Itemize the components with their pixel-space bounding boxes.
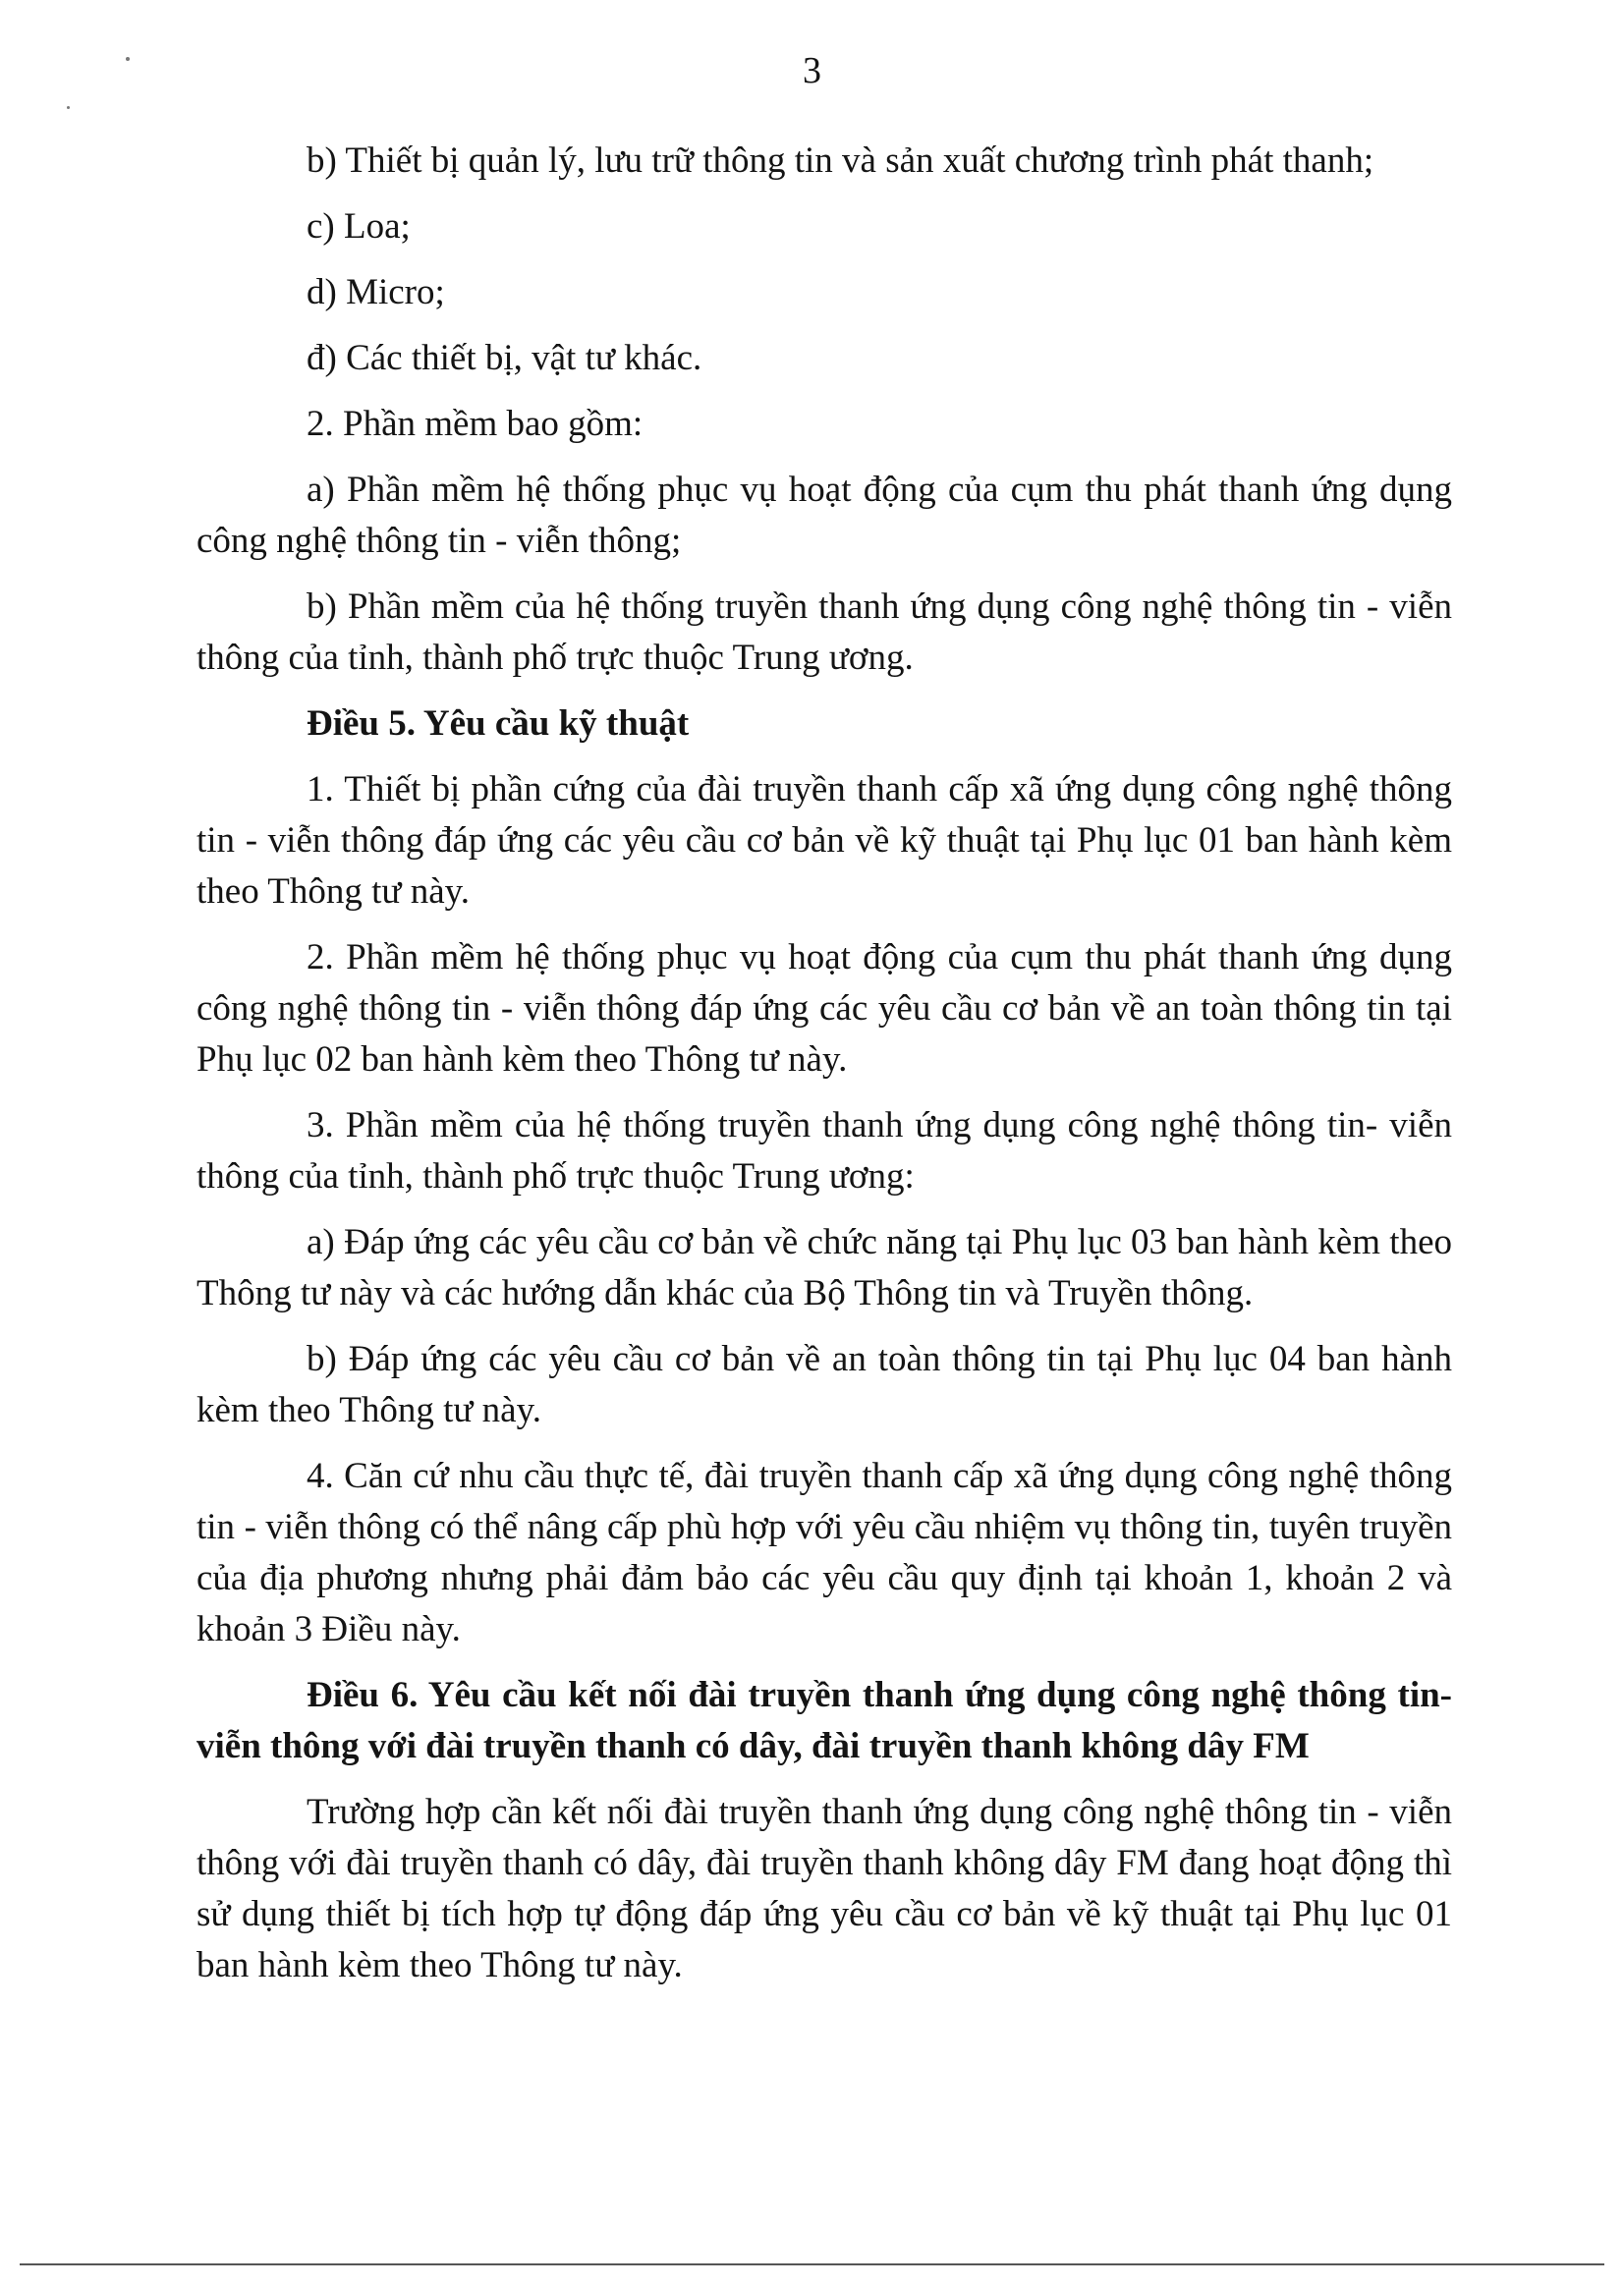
- paragraph-software-a: a) Phần mềm hệ thống phục vụ hoạt động của cụm thu phát thanh ứng dụng công nghệ thông tin - viễn thông;: [196, 470, 1452, 561]
- list-item-software-intro: 2. Phần mềm bao gồm:: [307, 404, 644, 444]
- document-body: [196, 136, 1452, 2006]
- paragraph-software-b: b) Phần mềm của hệ thống truyền thanh ứng dụng công nghệ thông tin - viễn thông của tỉnh, thành phố trực thuộc Trung ương.: [196, 586, 1452, 678]
- scan-speck: [67, 106, 70, 109]
- list-item-microphone: d) Micro;: [307, 272, 445, 312]
- article-5-heading: Điều 5. Yêu cầu kỹ thuật: [307, 703, 690, 744]
- list-item-other-equipment: đ) Các thiết bị, vật tư khác.: [307, 338, 702, 378]
- article-6-body: Trường hợp cần kết nối đài truyền thanh ứng dụng công nghệ thông tin - viễn thông với đài truyền thanh có dây, đài truyền thanh không dây FM đang hoạt động thì sử dụng thiết bị tích hợp tự động đáp ứng yêu cầu cơ bản về kỹ thuật tại Phụ lục 01 ban hành kèm theo Thông tư này.: [196, 1792, 1452, 1985]
- footer-divider: [20, 2263, 1604, 2265]
- article-5-clause-1: 1. Thiết bị phần cứng của đài truyền thanh cấp xã ứng dụng công nghệ thông tin - viễn thông đáp ứng các yêu cầu cơ bản về kỹ thuật tại Phụ lục 01 ban hành kèm theo Thông tư này.: [196, 769, 1452, 912]
- article-5-clause-3: 3. Phần mềm của hệ thống truyền thanh ứng dụng công nghệ thông tin- viễn thông của tỉnh, thành phố trực thuộc Trung ương:: [196, 1105, 1452, 1197]
- article-5-clause-2: 2. Phần mềm hệ thống phục vụ hoạt động của cụm thu phát thanh ứng dụng công nghệ thông tin - viễn thông đáp ứng các yêu cầu cơ bản về an toàn thông tin tại Phụ lục 02 ban hành kèm theo Thông tư này.: [196, 937, 1452, 1080]
- article-5-clause-4: 4. Căn cứ nhu cầu thực tế, đài truyền thanh cấp xã ứng dụng công nghệ thông tin - viễn thông có thể nâng cấp phù hợp với yêu cầu nhiệm vụ thông tin, tuyên truyền của địa phương nhưng phải đảm bảo các yêu cầu quy định tại khoản 1, khoản 2 và khoản 3 Điều này.: [196, 1456, 1452, 1649]
- list-item-speakers: c) Loa;: [307, 206, 411, 247]
- article-5-clause-3a: a) Đáp ứng các yêu cầu cơ bản về chức năng tại Phụ lục 03 ban hành kèm theo Thông tư này và các hướng dẫn khác của Bộ Thông tin và Truyền thông.: [196, 1222, 1452, 1313]
- list-item-equipment-management: b) Thiết bị quản lý, lưu trữ thông tin và sản xuất chương trình phát thanh;: [307, 140, 1374, 181]
- article-6-heading: Điều 6. Yêu cầu kết nối đài truyền thanh ứng dụng công nghệ thông tin-viễn thông với đài truyền thanh có dây, đài truyền thanh không dây FM: [196, 1675, 1452, 1766]
- article-5-clause-3b: b) Đáp ứng các yêu cầu cơ bản về an toàn thông tin tại Phụ lục 04 ban hành kèm theo Thông tư này.: [196, 1339, 1452, 1430]
- page-number: 3: [803, 50, 821, 91]
